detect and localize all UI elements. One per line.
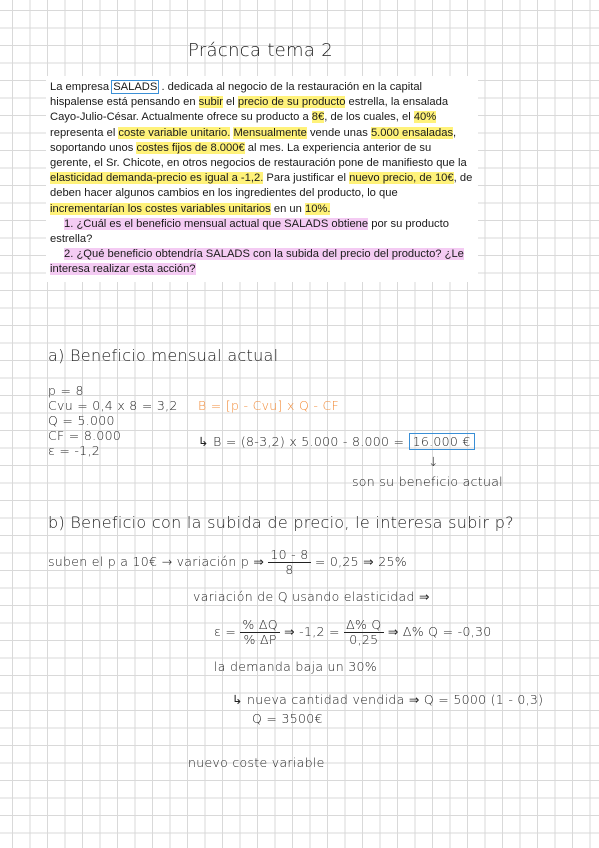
highlighted-question-text: 2. ¿Qué beneficio obtendría SALADS con la subida del precio del producto? [64,248,445,261]
fraction-numerator: % ΔQ [242,617,278,632]
elasticity-result: ⇒ Δ% Q = -0,30 [387,624,492,639]
highlighted-text: 10%. [304,202,331,215]
highlighted-text: precio de su producto [237,96,346,109]
highlighted-text: incrementarían los costes variables unitarios [50,202,271,215]
var-p: p = 8 [48,383,84,398]
problem-paragraph [50,80,474,217]
arrow-icon: ↳ [198,434,209,449]
boxed-company-name: SALADS [113,81,158,93]
problem-text: Para justificar el [263,172,350,185]
price-variation-text: suben el p a 10€ → variación p ⇒ [48,554,265,569]
elasticity-label: ε = [214,624,237,639]
demand-drop-line: la demanda baja un 30% [214,659,377,674]
problem-text: por su producto estrella? [50,217,449,246]
new-variable-cost-line: nuevo coste variable [188,755,325,770]
page-title: Prácnca tema 2 [188,40,333,61]
highlighted-text: subir [198,96,223,109]
problem-text: el [222,96,238,109]
price-variation-line [48,548,407,577]
down-arrow-icon: ↓ [428,454,439,469]
question-1 [50,217,474,247]
problem-text: . dedicada al negocio de la restauración en la capital hispalense está pensando en [50,81,423,109]
new-quantity-line: ↳ nueva cantidad vendida ⇒ Q = 5000 (1 - 0,3) [232,692,544,707]
section-b-heading: b) Beneficio con la subida de precio, le interesa subir p? [48,513,514,532]
fraction-denominator: % ΔP [243,632,277,647]
highlighted-text: coste variable unitario. [118,126,231,139]
fraction-denominator: 0,25 [349,632,379,647]
new-quantity-result: Q = 3500€ [252,711,323,726]
result-box: 16.000 € [409,433,475,450]
question-2 [50,247,474,277]
problem-text: La empresa [50,81,113,93]
var-cvu: Cvu = 0,4 x 8 = 3,2 [48,398,178,413]
problem-text: al mes. La experiencia anterior de su gerente, el Sr. Chicote, en otros negocios de restauración pone de manifiesto que la [50,141,467,170]
highlighted-text: elasticidad demanda-precio es igual a -1,2. [50,172,264,185]
highlighted-text: Mensualmente [233,126,307,139]
problem-statement [46,76,478,282]
fraction-denominator: 8 [285,562,294,577]
problem-text: representa el [50,126,119,139]
problem-text: , de deben hacer algunos cambios en los ingredientes del producto, lo que [50,172,473,200]
elasticity-substitution: ⇒ -1,2 = [284,624,340,639]
elasticity-fraction [240,618,279,647]
highlighted-question-text: ¿Le interesa realizar esta acción? [50,248,464,276]
var-cf: CF = 8.000 [48,428,122,443]
price-variation-result: = 0,25 ⇒ 25% [314,554,407,569]
fraction-numerator: 10 - 8 [270,547,309,562]
price-fraction [268,548,310,577]
calc-expression: B = (8-3,2) x 5.000 - 8.000 = [213,434,405,449]
highlighted-text: nuevo precio, de 10€ [349,172,454,185]
quantity-fraction [344,618,383,647]
highlighted-text: 5.000 ensaladas [370,126,454,139]
fraction-numerator: Δ% Q [346,617,382,632]
var-elasticity: ε = -1,2 [48,443,100,458]
highlighted-text: 8€ [311,111,325,124]
profit-formula: B = [p - Cvu] x Q - CF [198,398,339,413]
problem-text: , de los cuales, el [324,111,414,124]
problem-text: vende unas [306,126,371,139]
var-q: Q = 5.000 [48,413,115,428]
elasticity-equation [214,618,491,647]
profit-calculation [198,434,475,449]
highlighted-text: costes fijos de 8.000€ [136,141,245,154]
problem-text: en un [270,202,305,215]
highlighted-text: 40% [413,111,437,124]
highlighted-question-text: 1. ¿Cuál es el beneficio mensual actual que SALADS obtiene [64,217,369,230]
section-a-heading: a) Beneficio mensual actual [48,346,279,365]
result-note: son su beneficio actual [352,474,503,489]
quantity-variation-line: variación de Q usando elasticidad ⇒ [193,589,430,604]
problem-text: estrella, la ensalada Cayo-Julio-César. Actualmente ofrece su producto a [50,96,449,124]
problem-text: , soportando unos [50,126,457,154]
